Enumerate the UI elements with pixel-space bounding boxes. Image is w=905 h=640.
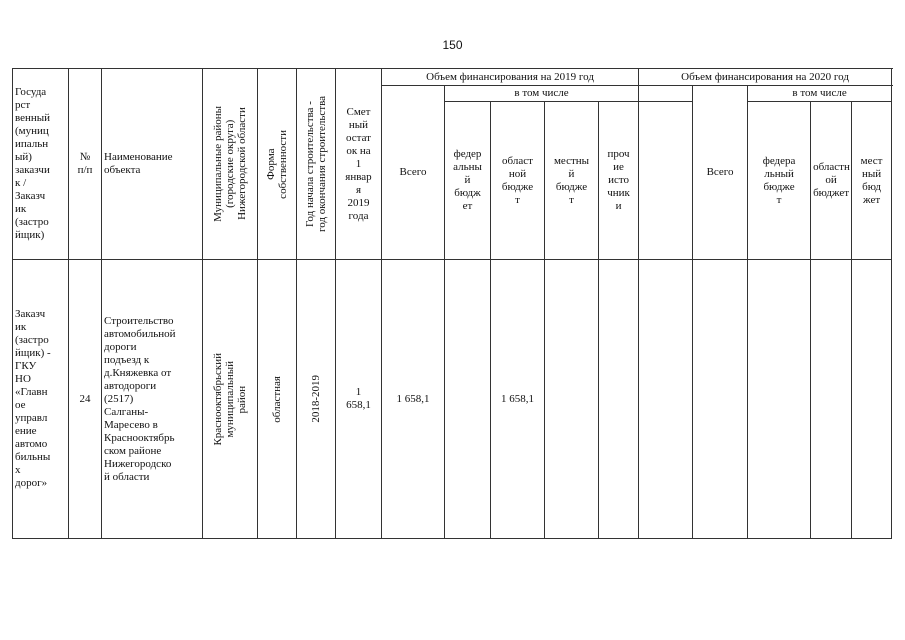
header-customer: Госуда рст венный (муниц ипальн ый) заказчи к / Заказч ик (застро йщик) [13,69,69,260]
header-ownership: Форма собственности [258,69,297,260]
cell-2020-other [852,260,892,539]
cell-2020-local [811,260,852,539]
header-number: № п/п [69,69,102,260]
cell-period: 2018-2019 [297,260,336,539]
header-2020-gap [639,86,693,102]
cell-number: 24 [69,260,102,539]
header-2019-local: местны й бюдже т [545,102,599,260]
header-2020-spacer [639,102,693,260]
cell-district: Краснооктябрьский муниципальный район [203,260,258,539]
header-fin-2019: Объем финансирования на 2019 год [382,69,639,86]
header-2020-local: мест ный бюд жет [852,102,892,260]
cell-2020-federal [693,260,748,539]
cell-2019-regional: 1 658,1 [491,260,545,539]
header-2019-regional: област ной бюдже т [491,102,545,260]
cell-2020-total [639,260,693,539]
cell-customer: Заказч ик (застро йщик) - ГКУ НО «Главн ое управл ение автомо бильны х дорог» [13,260,69,539]
header-district: Муниципальные районы (городские округа) Нижегородской области [203,69,258,260]
cell-ownership: областная [258,260,297,539]
header-2020-federal: федера льный бюдже т [748,102,811,260]
cell-estimate-balance: 1 658,1 [336,260,382,539]
financing-table [12,68,892,539]
header-object-name: Наименование объекта [102,69,203,260]
header-2020-total: Всего [693,86,748,260]
header-fin-2020: Объем финансирования на 2020 год [639,69,892,86]
header-period: Год начала строительства - год окончания строительства [297,69,336,260]
header-2019-incl: в том числе [445,86,639,102]
cell-2019-other [599,260,639,539]
cell-2019-total: 1 658,1 [382,260,445,539]
header-row-1 [13,69,892,86]
cell-object-name: Строительство автомобильной дороги подъезд к д.Княжевка от автодороги (2517) Салганы- Маресево в Краснооктябрь ском районе Нижегородско й области [102,260,203,539]
header-2019-other: проч ие исто чник и [599,102,639,260]
page-number: 150 [442,38,463,52]
header-2020-regional: областн ой бюджет [811,102,852,260]
cell-2019-federal [445,260,491,539]
header-2019-federal: федер альны й бюдж ет [445,102,491,260]
header-2020-incl: в том числе [748,86,892,102]
header-estimate-balance: Смет ный остат ок на 1 январ я 2019 года [336,69,382,260]
table-row [13,260,892,539]
cell-2019-local [545,260,599,539]
cell-2020-regional [748,260,811,539]
header-2019-total: Всего [382,86,445,260]
